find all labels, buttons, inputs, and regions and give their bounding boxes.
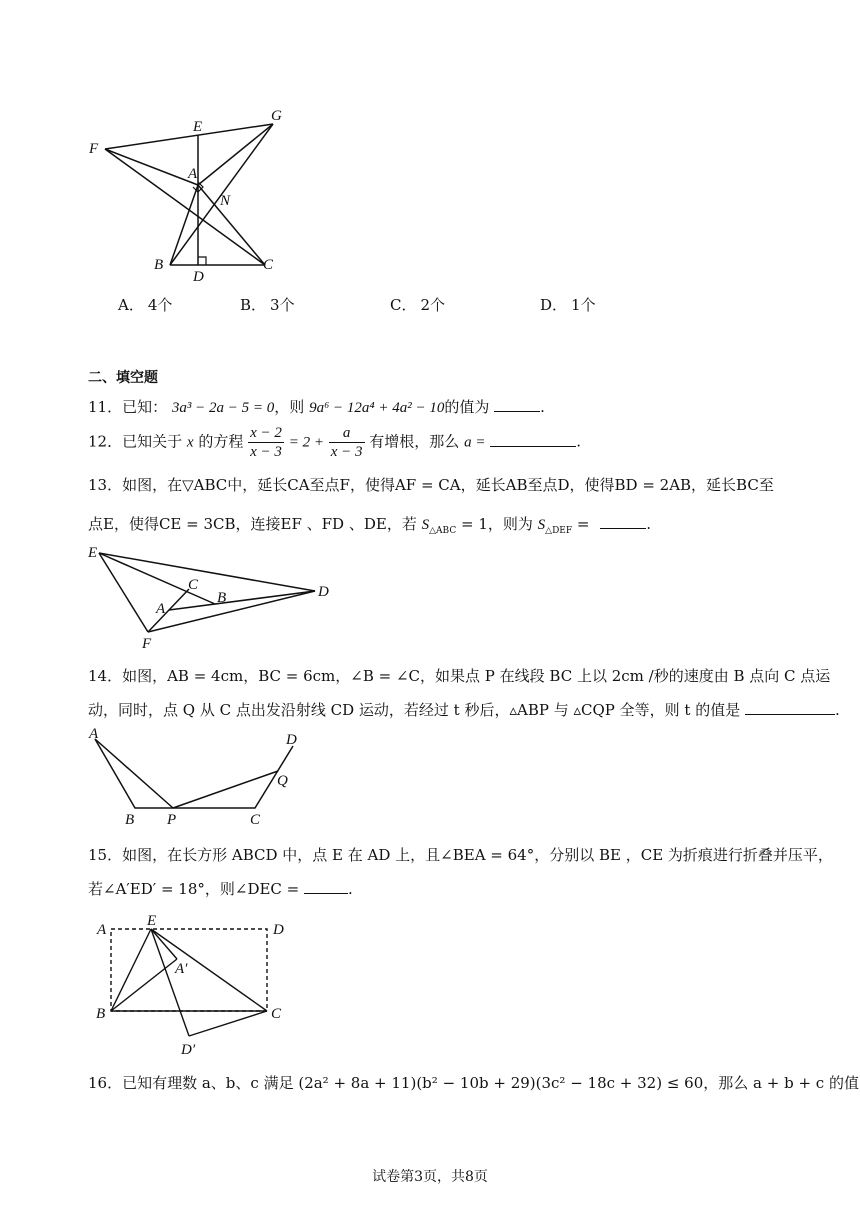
- fraction-1: $\frac{x - 2}{x - 3}$: [250, 425, 282, 460]
- figure-15: [85, 910, 305, 1060]
- figure-14: [85, 725, 325, 830]
- label-A: A: [188, 166, 198, 182]
- label-B: B: [154, 257, 164, 273]
- label-D: D: [286, 732, 297, 748]
- label-C: C: [188, 577, 199, 593]
- label-A-prime: A′: [175, 961, 188, 977]
- label-F: F: [142, 636, 152, 652]
- figure-13: [85, 540, 345, 652]
- question-15-line2: 若∠A′ED′ = 18°，则∠DEC = .: [88, 880, 353, 898]
- section-title: 二、填空题: [88, 370, 158, 386]
- figure-10: [85, 105, 295, 285]
- label-A: A: [97, 922, 107, 938]
- label-C: C: [271, 1006, 282, 1022]
- question-14-line1: 14．如图，AB = 4cm，BC = 6cm，∠B = ∠C，如果点 P 在线段 BC 上以 2cm /秒的速度由 B 点向 C 点运: [88, 667, 831, 685]
- label-A: A: [156, 601, 166, 617]
- question-13-line1: 13．如图，在▽ABC中，延长CA至点F，使得AF = CA，延长AB至点D，使得BD = 2AB，延长BC至: [88, 476, 774, 494]
- question-15-line1: 15．如图，在长方形 ABCD 中，点 E 在 AD 上，且∠BEA = 64°，分别以 BE ，CE 为折痕进行折叠并压平，: [88, 846, 833, 864]
- label-F: F: [89, 141, 99, 157]
- label-C: C: [263, 257, 274, 273]
- choice-a[interactable]: A． 4个: [118, 296, 173, 314]
- answer-blank-15[interactable]: [304, 879, 348, 894]
- label-D: D: [193, 269, 204, 285]
- choice-d[interactable]: D． 1个: [540, 296, 596, 314]
- question-12: 12．已知关于 x 的方程 $\frac{x - 2}{x - 3}$ = 2 + $\frac{a}{x - 3}$ 有增根，那么 a = .: [88, 425, 582, 460]
- answer-blank-13[interactable]: [600, 514, 646, 529]
- label-E: E: [88, 545, 98, 561]
- label-G: G: [271, 108, 282, 124]
- answer-blank-14[interactable]: [745, 700, 835, 715]
- label-C: C: [250, 812, 261, 828]
- label-A: A: [89, 726, 99, 742]
- choice-b[interactable]: B． 3个: [240, 296, 295, 314]
- label-D: D: [273, 922, 284, 938]
- page-footer: 试卷第3页，共8页: [372, 1169, 488, 1185]
- label-E: E: [193, 119, 203, 135]
- question-16: 16．已知有理数 a、b、c 满足 (2a² + 8a + 11)(b² − 10b + 29)(3c² − 18c + 32) ≤ 60，那么 a + b + c 的值: [88, 1074, 859, 1092]
- answer-blank-12[interactable]: [490, 432, 576, 447]
- question-14-line2: 动，同时，点 Q 从 C 点出发沿射线 CD 运动，若经过 t 秒后，▵ABP 与 ▵CQP 全等，则 t 的值是 .: [88, 701, 840, 719]
- choice-c[interactable]: C． 2个: [390, 296, 446, 314]
- label-D-prime: D′: [181, 1042, 196, 1058]
- label-B: B: [125, 812, 135, 828]
- label-D: D: [318, 584, 329, 600]
- label-P: P: [167, 812, 177, 828]
- label-B: B: [217, 590, 227, 606]
- label-B: B: [96, 1006, 106, 1022]
- question-13-line2: 点E，使得CE = 3CB，连接EF 、FD 、DE，若 $S_{\triangle ABC} = 1$，则为 $S_{\triangle DEF}$ = .: [88, 515, 652, 536]
- question-11: 11．已知： 3a³ − 2a − 5 = 0，则 9a⁶ − 12a⁴ + 4a² − 10的值为 .: [88, 398, 545, 416]
- label-Q: Q: [277, 773, 288, 789]
- fraction-2: $\frac{a}{x - 3}$: [330, 425, 363, 460]
- label-N: N: [220, 193, 231, 209]
- answer-blank-11[interactable]: [494, 397, 540, 412]
- label-E: E: [147, 913, 157, 929]
